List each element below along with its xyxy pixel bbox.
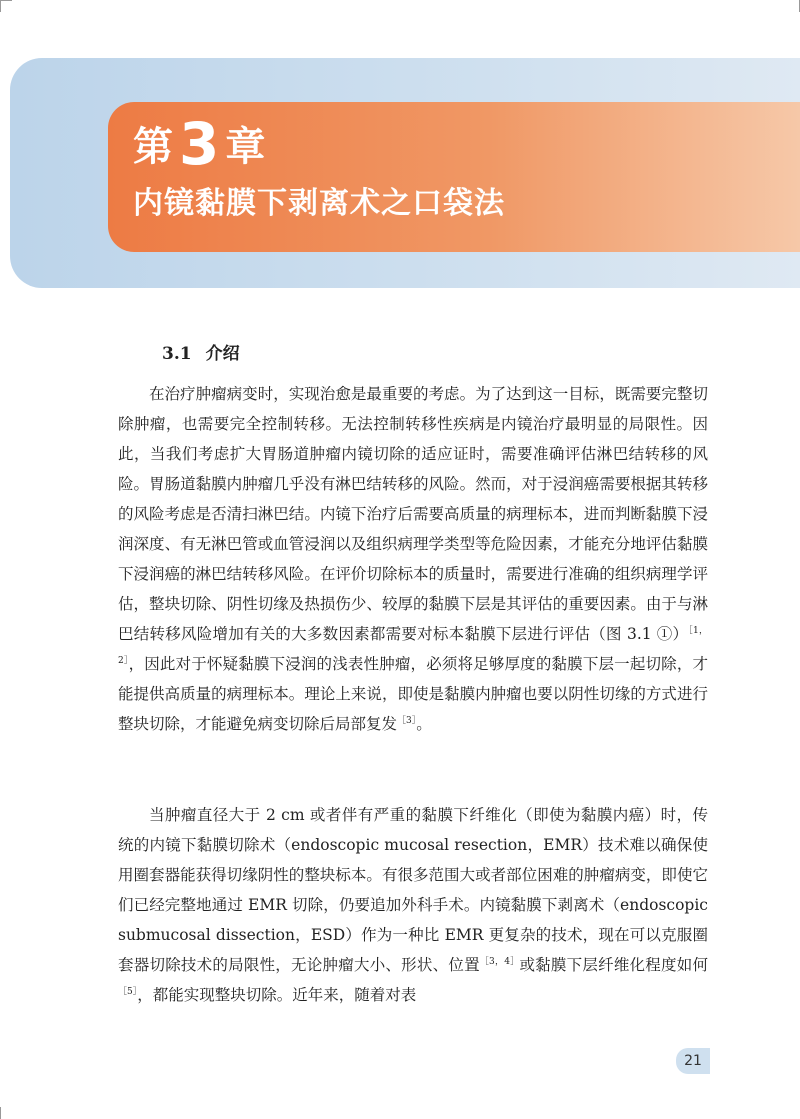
- paragraph-text: ，因此对于怀疑黏膜下浸润的浅表性肿瘤，必须将足够厚度的黏膜下层一起切除，才能提供高质量的病理标本。理论上来说，即使是黏膜内肿瘤也要以阴性切缘的方式进行整块切除，才能避免病变切除后局部复发: [118, 655, 708, 733]
- paragraph-text: 在治疗肿瘤病变时，实现治愈是最重要的考虑。为了达到这一目标，既需要完整切除肿瘤，也需要完全控制转移。无法控制转移性疾病是内镜治疗最明显的局限性。因此，当我们考虑扩大胃肠道肿瘤内镜切除的适应证时，需要准确评估淋巴结转移的风险。胃肠道黏膜内肿瘤几乎没有淋巴结转移的风险。然而，对于浸润癌需要根据其转移的风险考虑是否清扫淋巴结。内镜下治疗后需要高质量的病理标本，进而判断黏膜下浸润深度、有无淋巴管或血管浸润以及组织病理学类型等危险因素，才能充分地评估黏膜下浸润癌的淋巴结转移风险。在评价切除标本的质量时，需要进行准确的组织病理学评估，整块切除、阴性切缘及热损伤少、较厚的黏膜下层是其评估的重要因素。由于与淋巴结转移风险增加有关的大多数因素都需要对标本黏膜下层进行评估（图 3.1 ①）: [118, 385, 708, 643]
- paragraph-text: 当肿瘤直径大于 2 cm 或者伴有严重的黏膜下纤维化（即使为黏膜内癌）时，传统的内镜下黏膜切除术（endoscopic mucosal resection，EMR）技术难以确保使用圈套器能获得切缘阴性的整块标本。有很多范围大或者部位困难的肿瘤病变，即使它们已经完整地通过 EMR 切除，仍要追加外科手术。内镜黏膜下剥离术（endoscopic submucosal dissection，ESD）作为一种比 EMR 更复杂的技术，现在可以克服圈套器切除技术的局限性，无论肿瘤大小、形状、位置: [118, 806, 708, 974]
- crop-mark: [0, 1107, 1, 1119]
- section-number: 3.1: [162, 344, 192, 364]
- chapter-label-prefix: 第: [133, 124, 173, 170]
- citation: ［5］: [118, 986, 138, 997]
- section-title: 介绍: [205, 344, 240, 364]
- section-heading: [162, 339, 240, 369]
- chapter-title: 内镜黏膜下剥离术之口袋法: [133, 186, 505, 221]
- crop-mark: [0, 0, 12, 1]
- chapter-number: 3: [179, 110, 220, 178]
- chapter-label-suffix: 章: [225, 124, 266, 170]
- paragraph-text: 或黏膜下层纤维化程度如何: [519, 956, 708, 974]
- paragraph-text: ，都能实现整块切除。近年来，随着对表: [137, 986, 417, 1004]
- crop-mark: [0, 0, 1, 12]
- body-paragraph-1: [118, 379, 708, 739]
- citation: ［1，2］: [118, 625, 708, 666]
- paragraph-text: 。: [416, 715, 432, 733]
- body-paragraph-2: [118, 800, 708, 1010]
- page-number: 21: [676, 1048, 710, 1074]
- citation: ［3］: [397, 715, 417, 726]
- citation: ［3，4］: [479, 956, 520, 967]
- chapter-label: [133, 110, 266, 178]
